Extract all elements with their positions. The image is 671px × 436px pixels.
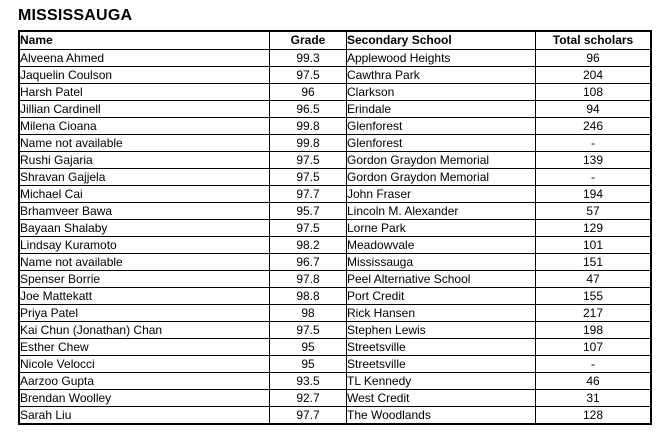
cell-name: Shravan Gajjela xyxy=(19,169,270,186)
cell-school: Port Credit xyxy=(347,288,536,305)
cell-school: Cawthra Park xyxy=(347,67,536,84)
cell-total-scholars: 94 xyxy=(536,101,652,118)
table-row xyxy=(19,101,651,118)
table-row xyxy=(19,50,651,67)
cell-school: Gordon Graydon Memorial xyxy=(347,152,536,169)
cell-grade: 97.5 xyxy=(270,152,347,169)
cell-total-scholars: 155 xyxy=(536,288,652,305)
cell-school: The Woodlands xyxy=(347,407,536,425)
cell-grade: 97.5 xyxy=(270,220,347,237)
cell-total-scholars: 107 xyxy=(536,339,652,356)
cell-school: Rick Hansen xyxy=(347,305,536,322)
table-row xyxy=(19,186,651,203)
cell-total-scholars: 246 xyxy=(536,118,652,135)
cell-total-scholars: 101 xyxy=(536,237,652,254)
page-title: MISSISSAUGA xyxy=(18,7,133,24)
cell-school: Lincoln M. Alexander xyxy=(347,203,536,220)
cell-name: Bayaan Shalaby xyxy=(19,220,270,237)
cell-total-scholars: 139 xyxy=(536,152,652,169)
cell-name: Name not available xyxy=(19,135,270,152)
cell-school: Clarkson xyxy=(347,84,536,101)
table-row xyxy=(19,237,651,254)
column-header-secondary-school: Secondary School xyxy=(347,31,536,50)
table-row xyxy=(19,373,651,390)
cell-total-scholars: 217 xyxy=(536,305,652,322)
cell-school: Peel Alternative School xyxy=(347,271,536,288)
cell-total-scholars: 47 xyxy=(536,271,652,288)
table-row xyxy=(19,169,651,186)
cell-total-scholars: 194 xyxy=(536,186,652,203)
cell-grade: 95 xyxy=(270,356,347,373)
table-row xyxy=(19,407,651,425)
cell-total-scholars: 204 xyxy=(536,67,652,84)
table-row xyxy=(19,118,651,135)
cell-total-scholars: 151 xyxy=(536,254,652,271)
cell-grade: 98.2 xyxy=(270,237,347,254)
cell-name: Brhamveer Bawa xyxy=(19,203,270,220)
cell-school: Mississauga xyxy=(347,254,536,271)
table-row xyxy=(19,305,651,322)
cell-school: Streetsville xyxy=(347,356,536,373)
cell-name: Jaquelin Coulson xyxy=(19,67,270,84)
cell-name: Lindsay Kuramoto xyxy=(19,237,270,254)
cell-school: TL Kennedy xyxy=(347,373,536,390)
table-row xyxy=(19,152,651,169)
table-row xyxy=(19,67,651,84)
cell-name: Michael Cai xyxy=(19,186,270,203)
cell-total-scholars: - xyxy=(536,135,652,152)
cell-school: Erindale xyxy=(347,101,536,118)
cell-name: Joe Mattekatt xyxy=(19,288,270,305)
cell-name: Nicole Velocci xyxy=(19,356,270,373)
cell-grade: 97.8 xyxy=(270,271,347,288)
cell-total-scholars: 129 xyxy=(536,220,652,237)
table-row xyxy=(19,203,651,220)
cell-total-scholars: 128 xyxy=(536,407,652,425)
cell-grade: 97.5 xyxy=(270,322,347,339)
cell-grade: 97.5 xyxy=(270,169,347,186)
cell-name: Spenser Borrie xyxy=(19,271,270,288)
cell-name: Brendan Woolley xyxy=(19,390,270,407)
cell-grade: 92.7 xyxy=(270,390,347,407)
cell-total-scholars: 96 xyxy=(536,50,652,67)
cell-name: Esther Chew xyxy=(19,339,270,356)
cell-total-scholars: 57 xyxy=(536,203,652,220)
cell-grade: 95 xyxy=(270,339,347,356)
table-row xyxy=(19,288,651,305)
cell-grade: 97.7 xyxy=(270,407,347,425)
cell-name: Kai Chun (Jonathan) Chan xyxy=(19,322,270,339)
cell-name: Priya Patel xyxy=(19,305,270,322)
cell-grade: 99.8 xyxy=(270,118,347,135)
cell-grade: 93.5 xyxy=(270,373,347,390)
cell-school: Lorne Park xyxy=(347,220,536,237)
table-row xyxy=(19,390,651,407)
cell-total-scholars: 46 xyxy=(536,373,652,390)
cell-school: Glenforest xyxy=(347,135,536,152)
cell-total-scholars: 108 xyxy=(536,84,652,101)
column-header-grade: Grade xyxy=(270,31,347,50)
table-row xyxy=(19,135,651,152)
cell-grade: 97.7 xyxy=(270,186,347,203)
cell-grade: 96.7 xyxy=(270,254,347,271)
cell-school: Gordon Graydon Memorial xyxy=(347,169,536,186)
cell-school: Streetsville xyxy=(347,339,536,356)
cell-grade: 99.3 xyxy=(270,50,347,67)
cell-school: Glenforest xyxy=(347,118,536,135)
table-row xyxy=(19,220,651,237)
cell-name: Harsh Patel xyxy=(19,84,270,101)
cell-grade: 98 xyxy=(270,305,347,322)
table-header-row xyxy=(19,31,651,50)
cell-name: Milena Cioana xyxy=(19,118,270,135)
cell-school: West Credit xyxy=(347,390,536,407)
cell-grade: 99.8 xyxy=(270,135,347,152)
cell-grade: 95.7 xyxy=(270,203,347,220)
cell-school: Stephen Lewis xyxy=(347,322,536,339)
cell-total-scholars: 31 xyxy=(536,390,652,407)
cell-total-scholars: - xyxy=(536,169,652,186)
cell-name: Jillian Cardinell xyxy=(19,101,270,118)
cell-name: Aarzoo Gupta xyxy=(19,373,270,390)
cell-total-scholars: - xyxy=(536,356,652,373)
table-row xyxy=(19,84,651,101)
cell-total-scholars: 198 xyxy=(536,322,652,339)
cell-school: John Fraser xyxy=(347,186,536,203)
table-row xyxy=(19,322,651,339)
table-row xyxy=(19,339,651,356)
cell-name: Alveena Ahmed xyxy=(19,50,270,67)
cell-school: Applewood Heights xyxy=(347,50,536,67)
cell-name: Name not available xyxy=(19,254,270,271)
cell-name: Sarah Liu xyxy=(19,407,270,425)
scholars-table xyxy=(18,30,652,425)
column-header-name: Name xyxy=(19,31,270,50)
table-body xyxy=(19,50,651,425)
table-header xyxy=(19,31,651,50)
cell-grade: 96.5 xyxy=(270,101,347,118)
cell-grade: 98.8 xyxy=(270,288,347,305)
column-header-total-scholars: Total scholars xyxy=(536,31,652,50)
table-row xyxy=(19,356,651,373)
cell-name: Rushi Gajaria xyxy=(19,152,270,169)
table-row xyxy=(19,271,651,288)
cell-grade: 96 xyxy=(270,84,347,101)
cell-school: Meadowvale xyxy=(347,237,536,254)
table-row xyxy=(19,254,651,271)
cell-grade: 97.5 xyxy=(270,67,347,84)
